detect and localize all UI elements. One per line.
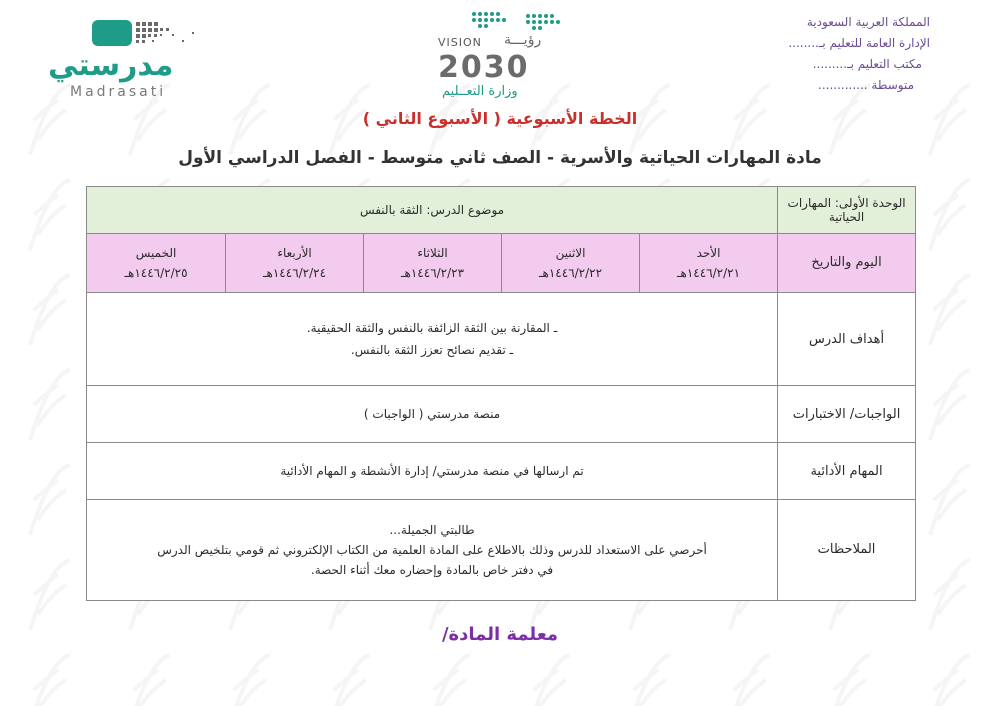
notes-row — [87, 500, 916, 601]
note-line: أحرصي على الاستعداد للدرس وذلك بالاطلاع على المادة العلمية من الكتاب الإلكتروني ثم قومي بتلخيص الدرس — [157, 543, 707, 557]
watermark-leaf-icon — [520, 650, 580, 706]
watermark-leaf-icon — [920, 555, 980, 635]
day-date: ١٤٤٦/٢/٢١هـ — [677, 266, 741, 280]
vision-arabic-text: رؤيـــة — [504, 32, 542, 48]
watermark-leaf-icon — [20, 365, 80, 445]
homework-label: الواجبات/ الاختبارات — [778, 386, 916, 443]
day-cell-tuesday — [364, 234, 502, 293]
notes-label: الملاحظات — [778, 500, 916, 601]
page-title: الخطة الأسبوعية ( الأسبوع الثاني ) — [362, 109, 638, 128]
goals-row — [87, 293, 916, 386]
watermark-leaf-icon — [920, 270, 980, 350]
organization-info — [788, 12, 930, 96]
notes-content — [87, 500, 778, 601]
tasks-row — [87, 443, 916, 500]
watermark-leaf-icon — [20, 555, 80, 635]
watermark-leaf-icon — [120, 650, 180, 706]
watermark-leaf-icon — [720, 650, 780, 706]
goal-item: ـ المقارنة بين الثقة الزائفة بالنفس والثقة الحقيقية. — [306, 321, 558, 335]
org-line-country: المملكة العربية السعودية — [806, 15, 930, 29]
org-line-directorate: الإدارة العامة للتعليم بـ........ — [788, 36, 930, 50]
madrasati-logo — [48, 14, 198, 100]
goals-label: أهداف الدرس — [778, 293, 916, 386]
note-line: طالبتي الجميلة... — [389, 523, 475, 537]
madrasati-dots-icon — [92, 16, 202, 52]
note-line: في دفتر خاص بالمادة وإحضاره معك أثناء الحصة. — [310, 563, 554, 577]
tasks-content: تم ارسالها في منصة مدرستي/ إدارة الأنشطة و المهام الأدائية — [87, 443, 778, 500]
day-name: الأحد — [696, 246, 721, 260]
day-date: ١٤٤٦/٢/٢٢هـ — [539, 266, 603, 280]
watermark-leaf-icon — [820, 650, 880, 706]
madrasati-arabic-text: مدرستي — [48, 48, 174, 83]
vision-year-text: 2030 — [438, 50, 530, 85]
day-name: الخميس — [135, 246, 177, 260]
watermark-leaf-icon — [620, 650, 680, 706]
homework-row — [87, 386, 916, 443]
watermark-leaf-icon — [20, 270, 80, 350]
watermark-leaf-icon — [420, 650, 480, 706]
day-date: ١٤٤٦/٢/٢٤هـ — [263, 266, 327, 280]
day-date: ١٤٤٦/٢/٢٣هـ — [401, 266, 465, 280]
watermark-leaf-icon — [920, 650, 980, 706]
teacher-signature-label: معلمة المادة/ — [441, 624, 559, 645]
org-line-office: مكتب التعليم بـ......... — [812, 57, 922, 71]
day-cell-sunday — [640, 234, 778, 293]
watermark-leaf-icon — [20, 175, 80, 255]
watermark-leaf-icon — [320, 650, 380, 706]
day-name: الاثنين — [555, 246, 586, 260]
day-cell-thursday — [87, 234, 226, 293]
vision-text: VISION — [438, 36, 482, 49]
watermark-leaf-icon — [920, 175, 980, 255]
goals-content — [87, 293, 778, 386]
day-cell-wednesday — [226, 234, 364, 293]
tasks-label: المهام الأدائية — [778, 443, 916, 500]
day-cell-monday — [502, 234, 640, 293]
watermark-leaf-icon — [20, 460, 80, 540]
days-row — [87, 234, 916, 293]
madrasati-latin-text: Madrasati — [70, 84, 167, 100]
day-date: ١٤٤٦/٢/٢٥هـ — [124, 266, 188, 280]
watermark-leaf-icon — [220, 650, 280, 706]
watermark-leaf-icon — [20, 650, 80, 706]
unit-cell: الوحدة الأولى: المهارات الحياتية — [778, 187, 916, 234]
moe-vision-logo — [430, 8, 570, 100]
page-subtitle: مادة المهارات الحياتية والأسرية - الصف ثاني متوسط - الفصل الدراسي الأول — [178, 148, 822, 168]
unit-row — [87, 187, 916, 234]
watermark-leaf-icon — [920, 365, 980, 445]
watermark-leaf-icon — [920, 460, 980, 540]
org-line-school: متوسطة ............. — [818, 78, 914, 92]
page-header — [0, 0, 1000, 110]
day-name: الأربعاء — [277, 246, 312, 260]
weekly-plan-table — [86, 186, 916, 601]
homework-content: منصة مدرستي ( الواجبات ) — [87, 386, 778, 443]
ministry-name-text: وزارة التعــليم — [442, 84, 518, 99]
day-name: الثلاثاء — [417, 246, 448, 260]
goal-item: ـ تقديم نصائح تعزز الثقة بالنفس. — [350, 343, 514, 357]
day-date-label: اليوم والتاريخ — [778, 234, 916, 293]
lesson-topic-cell: موضوع الدرس: الثقة بالنفس — [87, 187, 778, 234]
